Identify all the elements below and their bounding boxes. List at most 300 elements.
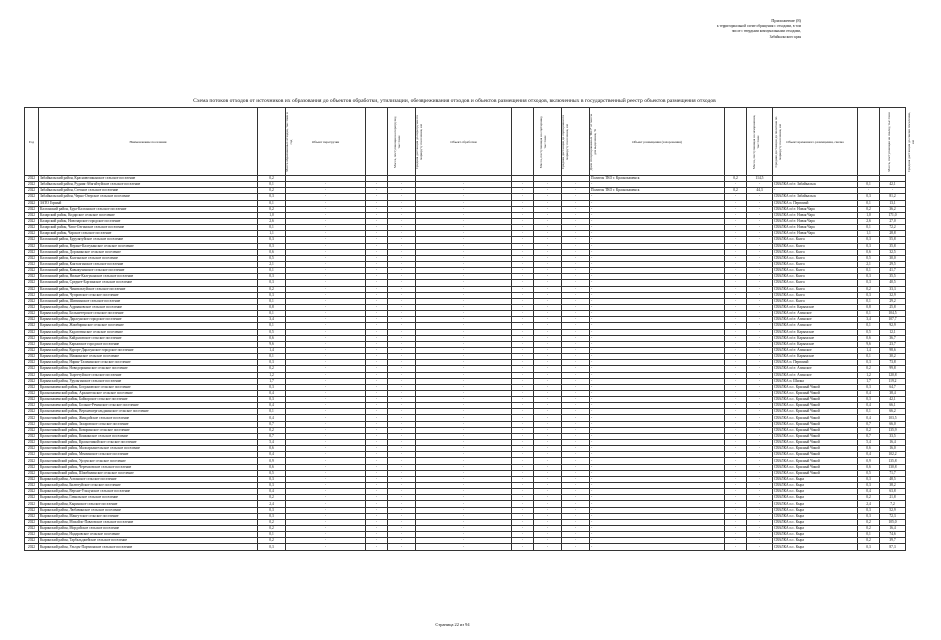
table-cell: СВАЛКА п.с. Красный Чикой [773, 409, 858, 415]
table-cell: - [512, 476, 534, 482]
table-cell: - [286, 249, 366, 255]
table-cell: - [534, 292, 562, 298]
table-cell: - [416, 526, 512, 532]
table-cell: - [534, 483, 562, 489]
table-cell: - [562, 354, 590, 360]
table-cell: 38,2 [880, 483, 906, 489]
table-cell: - [725, 507, 747, 513]
table-cell: - [416, 261, 512, 267]
table-header-row [25, 108, 906, 176]
table-cell: - [725, 335, 747, 341]
table-cell: - [366, 354, 388, 360]
table-cell: - [562, 268, 590, 274]
table-cell: - [286, 390, 366, 396]
table-cell: - [388, 261, 416, 267]
table-cell: Калганский район, Нижне-Калгуканское сельское поселение [39, 274, 258, 280]
table-cell: - [366, 397, 388, 403]
table-cell: - [747, 231, 773, 237]
table-cell: - [725, 483, 747, 489]
table-cell: - [590, 317, 725, 323]
table-cell: - [512, 323, 534, 329]
table-cell: 0,1 [858, 532, 880, 538]
table-cell: 1,1 [858, 231, 880, 237]
table-cell: - [512, 243, 534, 249]
table-cell: 0,2 [858, 538, 880, 544]
table-cell: 2022 [25, 286, 39, 292]
table-cell: - [366, 390, 388, 396]
table-cell: - [534, 249, 562, 255]
table-cell: - [747, 280, 773, 286]
table-cell: - [416, 335, 512, 341]
table-cell: - [725, 538, 747, 544]
table-cell: - [562, 390, 590, 396]
table-cell: 35,8 [880, 243, 906, 249]
table-cell: - [747, 495, 773, 501]
table-cell: - [366, 194, 388, 200]
table-cell: - [366, 280, 388, 286]
table-cell: 2022 [25, 415, 39, 421]
table-cell: - [512, 311, 534, 317]
table-cell: - [725, 390, 747, 396]
table-cell: - [858, 188, 880, 194]
table-cell: Красночикойский район, Малоархангельское сельское поселение [39, 446, 258, 452]
table-cell: - [366, 304, 388, 310]
table-cell: - [725, 243, 747, 249]
table-cell: - [747, 268, 773, 274]
table-cell: - [590, 360, 725, 366]
table-cell: - [366, 360, 388, 366]
table-cell: Красночикойский район, Черемховское сельское поселение [39, 464, 258, 470]
table-cell: - [388, 206, 416, 212]
table-cell: 0,2 [858, 526, 880, 532]
table-cell: 2022 [25, 470, 39, 476]
table-cell: 0,2 [258, 526, 286, 532]
table-cell: - [562, 188, 590, 194]
table-cell: - [534, 231, 562, 237]
table-cell: - [286, 409, 366, 415]
table-cell: 0,4 [858, 390, 880, 396]
table-cell: 0,5 [258, 255, 286, 261]
table-cell: - [416, 225, 512, 231]
table-cell: СВАЛКА п.с. Красный Чикой [773, 433, 858, 439]
table-cell: - [366, 452, 388, 458]
table-cell: - [286, 292, 366, 298]
table-cell: - [366, 458, 388, 464]
table-cell: 2022 [25, 372, 39, 378]
table-cell: - [286, 397, 366, 403]
column-header-label: Масса, поступающая на свалку, тыс.тонн [887, 111, 891, 172]
table-cell: СВАЛКА п.с. Калга [773, 268, 858, 274]
table-cell: - [534, 501, 562, 507]
table-cell: - [512, 286, 534, 292]
table-cell: 0,1 [258, 409, 286, 415]
table-cell: - [366, 188, 388, 194]
table-cell: - [747, 409, 773, 415]
table-cell: - [747, 519, 773, 525]
table-cell: - [562, 440, 590, 446]
table-cell: - [366, 513, 388, 519]
table-cell: - [388, 218, 416, 224]
table-cell: СВАЛКА п.с. Калга [773, 280, 858, 286]
table-cell: - [512, 526, 534, 532]
table-cell: 0,8 [858, 304, 880, 310]
table-cell: - [725, 458, 747, 464]
table-cell: СВАЛКА п/ст. Новая Чара [773, 218, 858, 224]
table-cell: 27,0 [880, 218, 906, 224]
table-cell: 0,3 [258, 397, 286, 403]
table-cell: - [512, 403, 534, 409]
table-cell: 2,6 [258, 218, 286, 224]
table-cell: Кыринский район, Верхне-Ульхунское сельское поселение [39, 489, 258, 495]
table-cell: СВАЛКА п.с. Красный Чикой [773, 397, 858, 403]
table-cell: - [747, 390, 773, 396]
table-cell: 0,3 [858, 544, 880, 550]
table-cell: - [747, 440, 773, 446]
table-cell: 2022 [25, 329, 39, 335]
table-cell: СВАЛКА п.с. Кыра [773, 513, 858, 519]
table-cell: - [590, 483, 725, 489]
table-cell: - [416, 218, 512, 224]
table-cell: 0,3 [858, 274, 880, 280]
table-cell: Полигон ТКО г. Краснокаменск [590, 188, 725, 194]
table-cell: - [388, 440, 416, 446]
table-cell: - [590, 452, 725, 458]
table-cell: - [366, 464, 388, 470]
table-cell: - [590, 194, 725, 200]
appendix-line-2: к территориальной схеме обращения с отходами, в том [716, 23, 801, 28]
table-cell: 2022 [25, 225, 39, 231]
table-cell: - [534, 433, 562, 439]
table-cell: - [286, 360, 366, 366]
table-cell: - [534, 212, 562, 218]
table-cell: - [512, 397, 534, 403]
table-cell: - [590, 249, 725, 255]
table-cell: 0,6 [258, 249, 286, 255]
table-cell: 66,2 [880, 409, 906, 415]
table-cell: СВАЛКА п.с. Кыра [773, 476, 858, 482]
table-cell: - [512, 360, 534, 366]
table-cell: 29,2 [880, 298, 906, 304]
table-cell: - [725, 317, 747, 323]
table-cell: - [590, 274, 725, 280]
table-cell: - [562, 311, 590, 317]
table-cell: - [416, 421, 512, 427]
table-cell: - [366, 225, 388, 231]
table-cell: - [747, 507, 773, 513]
table-cell: - [562, 194, 590, 200]
appendix-label: Приложение (8) [771, 18, 801, 23]
table-cell: - [562, 304, 590, 310]
table-cell: - [416, 501, 512, 507]
table-cell: - [590, 544, 725, 550]
table-cell: 0,1 [258, 323, 286, 329]
table-cell: - [512, 507, 534, 513]
table-cell: - [747, 341, 773, 347]
table-cell: 23,7 [880, 341, 906, 347]
table-cell: Калганский район, Верхне-Калгуканское сельское поселение [39, 243, 258, 249]
table-cell: - [388, 292, 416, 298]
column-header-label: Средняя дистанция до перегрузки по маршруту поселения, км [415, 114, 423, 169]
table-cell: - [388, 188, 416, 194]
table-cell: 0,1 [858, 200, 880, 206]
table-cell: - [562, 427, 590, 433]
table-cell: - [416, 476, 512, 482]
table-cell: СВАЛКА п/ст. Новая Чара [773, 225, 858, 231]
table-cell: - [562, 286, 590, 292]
table-cell: - [286, 182, 366, 188]
table-cell: Карымский район, Адриановское сельское поселение [39, 304, 258, 310]
column-header [512, 108, 547, 176]
table-cell: 1,0 [858, 212, 880, 218]
table-cell: - [747, 538, 773, 544]
table-cell: 0,2 [258, 188, 286, 194]
table-cell: 2022 [25, 501, 39, 507]
table-cell: - [366, 218, 388, 224]
table-cell: СВАЛКА п. Первомай [773, 200, 858, 206]
table-cell: - [512, 483, 534, 489]
table-cell: 0,4 [258, 403, 286, 409]
table-cell: - [286, 194, 366, 200]
table-cell: 2022 [25, 292, 39, 298]
table-cell: 0,7 [858, 421, 880, 427]
table-cell: 0,6 [858, 446, 880, 452]
table-cell: - [366, 507, 388, 513]
table-cell: СВАЛКА п.с. Кыра [773, 519, 858, 525]
table-cell: 2022 [25, 507, 39, 513]
table-cell: - [590, 384, 725, 390]
table-cell: - [590, 421, 725, 427]
table-cell: СВАЛКА п/ст. Карымское [773, 304, 858, 310]
table-cell: - [562, 341, 590, 347]
table-cell: - [388, 409, 416, 415]
table-cell: 32,9 [880, 292, 906, 298]
table-cell: - [366, 292, 388, 298]
table-cell: - [562, 470, 590, 476]
table-cell: - [366, 329, 388, 335]
table-cell: - [416, 231, 512, 237]
table-cell: - [416, 538, 512, 544]
table-cell: 0,1 [858, 268, 880, 274]
table-cell: СВАЛКА п/ст. Агинское [773, 347, 858, 353]
table-cell: - [512, 446, 534, 452]
table-cell: - [416, 489, 512, 495]
table-cell: - [366, 532, 388, 538]
table-cell: - [366, 378, 388, 384]
table-cell: - [388, 231, 416, 237]
column-header [416, 108, 512, 176]
table-cell: - [562, 489, 590, 495]
table-cell: 2022 [25, 532, 39, 538]
table-cell: - [725, 495, 747, 501]
column-header-label: Масса образованных отходов, тыс.тонн в год [285, 111, 293, 172]
table-cell: Карымский район, Урульгинское сельское поселение [39, 378, 258, 384]
table-cell: - [562, 415, 590, 421]
table-cell: - [388, 519, 416, 525]
table-cell: 0,6 [858, 464, 880, 470]
table-cell: - [286, 526, 366, 532]
table-cell: - [416, 470, 512, 476]
table-cell: - [534, 225, 562, 231]
table-cell: Кыринский район, Мангутское сельское поселение [39, 513, 258, 519]
table-cell: 71,7 [880, 470, 906, 476]
table-cell: 0,2 [258, 206, 286, 212]
table-cell: - [534, 274, 562, 280]
table-cell: 0,3 [858, 513, 880, 519]
table-cell: - [286, 311, 366, 317]
table-cell: 16,4 [880, 440, 906, 446]
table-cell: Калганский район, Кавыкучинское сельское поселение [39, 268, 258, 274]
table-cell: - [512, 274, 534, 280]
table-cell: - [725, 433, 747, 439]
table-cell: 2022 [25, 538, 39, 544]
table-cell: 0,3 [258, 194, 286, 200]
table-cell: - [747, 360, 773, 366]
column-header [858, 108, 891, 176]
table-cell: Калганский район, Калганское сельское поселение [39, 255, 258, 261]
table-cell: - [725, 489, 747, 495]
table-cell: - [747, 304, 773, 310]
table-cell: - [725, 231, 747, 237]
table-cell: - [512, 440, 534, 446]
table-cell: - [725, 261, 747, 267]
table-cell: 0,3 [858, 483, 880, 489]
table-cell: - [534, 544, 562, 550]
table-cell: - [286, 347, 366, 353]
table-cell: - [534, 268, 562, 274]
table-cell: 2022 [25, 255, 39, 261]
table-cell: - [512, 538, 534, 544]
table-cell: - [416, 249, 512, 255]
table-cell: СВАЛКА п.с. Калга [773, 261, 858, 267]
table-cell: 0,5 [858, 255, 880, 261]
table-cell: - [366, 495, 388, 501]
table-cell: 2022 [25, 464, 39, 470]
table-cell: - [416, 360, 512, 366]
table-cell: - [534, 335, 562, 341]
table-cell: - [512, 495, 534, 501]
table-cell: - [725, 311, 747, 317]
table-cell: - [388, 470, 416, 476]
table-cell: - [590, 304, 725, 310]
table-cell: - [562, 249, 590, 255]
table-cell: Полигон ТКО г. Краснокаменск [590, 176, 725, 182]
table-cell: 2022 [25, 519, 39, 525]
table-cell: - [747, 194, 773, 200]
table-cell: - [590, 433, 725, 439]
table-cell: 2022 [25, 403, 39, 409]
table-cell: - [512, 304, 534, 310]
table-cell: - [534, 304, 562, 310]
table-cell: - [286, 225, 366, 231]
table-cell: - [388, 446, 416, 452]
table-cell: - [366, 519, 388, 525]
table-cell: - [725, 427, 747, 433]
table-cell: 30,2 [880, 354, 906, 360]
table-cell: - [416, 182, 512, 188]
table-cell: - [388, 427, 416, 433]
table-cell: 16,4 [880, 526, 906, 532]
table-cell: - [747, 532, 773, 538]
table-cell: Карымский район, Новодоронинское сельское поселение [39, 366, 258, 372]
table-cell: СВАЛКА п.с. Красный Чикой [773, 390, 858, 396]
table-cell: Калганский район, Бура-Калганское сельское поселение [39, 206, 258, 212]
table-cell: - [366, 200, 388, 206]
table-cell: 2,1 [858, 261, 880, 267]
table-cell: - [512, 372, 534, 378]
table-cell: 2022 [25, 323, 39, 329]
table-cell: 0,7 [858, 433, 880, 439]
table-cell: - [286, 286, 366, 292]
table-cell: 0,6 [258, 464, 286, 470]
table-cell: - [366, 446, 388, 452]
table-cell: - [366, 268, 388, 274]
table-cell: - [388, 513, 416, 519]
table-cell: - [725, 292, 747, 298]
table-cell: - [512, 298, 534, 304]
table-cell: - [562, 347, 590, 353]
table-cell: 2022 [25, 335, 39, 341]
table-cell: Калганский район, Шивиинское сельское поселение [39, 298, 258, 304]
table-cell: СВАЛКА п.с. Калга [773, 292, 858, 298]
table-cell: Карымский район, Курорт-Дарасунское городское поселение [39, 347, 258, 353]
table-cell: - [366, 212, 388, 218]
table-cell: 35,5 [880, 274, 906, 280]
table-cell: - [534, 495, 562, 501]
table-cell: - [286, 298, 366, 304]
table-cell: - [725, 194, 747, 200]
table-cell: - [590, 458, 725, 464]
table-cell: СВАЛКА п.с. Калга [773, 286, 858, 292]
table-cell: 0,1 [858, 323, 880, 329]
table-cell: - [534, 532, 562, 538]
table-cell: - [725, 206, 747, 212]
table-cell: - [512, 513, 534, 519]
table-cell: - [747, 421, 773, 427]
table-cell: Калганский район, Бурулятуйское сельское поселение [39, 237, 258, 243]
table-cell: - [286, 470, 366, 476]
table-cell: - [512, 458, 534, 464]
table-cell: 2022 [25, 298, 39, 304]
column-header [880, 108, 915, 176]
table-cell: 7,2 [880, 501, 906, 507]
table-cell: - [562, 433, 590, 439]
table-cell: Кыринский район, Любавинское сельское поселение [39, 507, 258, 513]
table-cell: - [416, 409, 512, 415]
table-cell: Краснокаменский район, Богдановское сельское поселение [39, 384, 258, 390]
table-cell: 0,3 [258, 476, 286, 482]
table-cell: 107,7 [880, 317, 906, 323]
table-cell: 0,3 [858, 280, 880, 286]
table-cell: - [590, 446, 725, 452]
table-cell: - [416, 483, 512, 489]
table-cell: 2022 [25, 360, 39, 366]
table-cell: - [562, 360, 590, 366]
table-cell: - [286, 403, 366, 409]
table-cell: - [512, 249, 534, 255]
table-cell: - [366, 372, 388, 378]
table-cell: - [590, 311, 725, 317]
table-cell: - [725, 464, 747, 470]
table-cell: - [286, 329, 366, 335]
table-cell: СВАЛКА п/ст. Новая Чара [773, 206, 858, 212]
table-cell: 9,6 [258, 341, 286, 347]
table-cell: 0,1 [858, 311, 880, 317]
table-cell: 119,2 [880, 378, 906, 384]
table-cell: - [512, 341, 534, 347]
table-cell: 0,3 [858, 507, 880, 513]
table-cell: - [286, 458, 366, 464]
table-cell: 0,2 [258, 495, 286, 501]
